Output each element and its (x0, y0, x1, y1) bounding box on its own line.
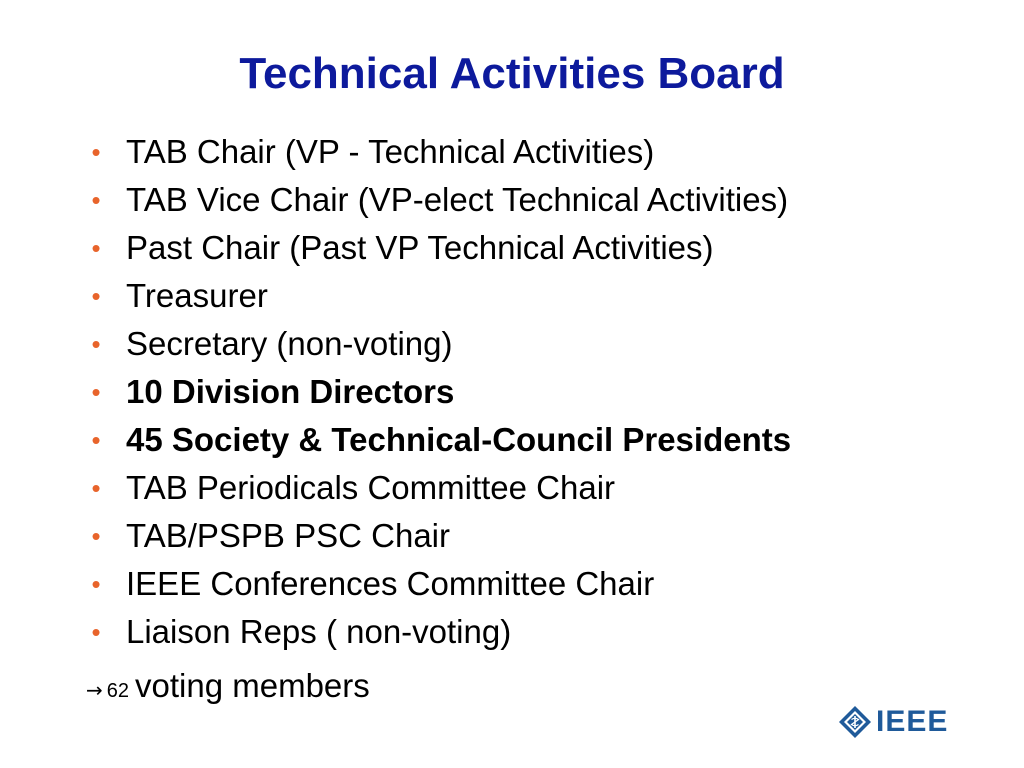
bullet-dot-icon: • (91, 281, 101, 311)
bullet-text: TAB Periodicals Committee Chair (126, 469, 616, 506)
bullet-item (86, 272, 791, 320)
bullet-dot-icon: • (91, 233, 101, 263)
bullet-item (86, 560, 791, 608)
bullet-item (86, 512, 791, 560)
ieee-diamond-icon (838, 705, 872, 739)
bullet-item (86, 416, 791, 464)
ieee-logo-text: IEEE (876, 705, 949, 738)
bullet-item (86, 608, 791, 656)
bullet-list (86, 128, 791, 656)
voting-members-summary (86, 666, 370, 713)
bullet-item (86, 128, 791, 176)
bullet-item (86, 464, 791, 512)
bullet-text: TAB Chair (VP - Technical Activities) (126, 133, 655, 170)
bullet-dot-icon: • (91, 185, 101, 215)
bullet-dot-icon: • (91, 617, 101, 647)
bullet-text: Secretary (non-voting) (126, 325, 453, 362)
ieee-logo (838, 702, 948, 742)
bullet-text: 45 Society & Technical-Council Presidents (126, 421, 792, 458)
voting-member-count: 62 (106, 680, 130, 702)
bullet-item (86, 224, 791, 272)
bullet-text: TAB Vice Chair (VP-elect Technical Activities) (126, 181, 789, 218)
bullet-text: Treasurer (126, 277, 268, 314)
bullet-item (86, 176, 791, 224)
bullet-dot-icon: • (91, 137, 101, 167)
bullet-dot-icon: • (91, 425, 101, 455)
bullet-text: TAB/PSPB PSC Chair (126, 517, 450, 554)
bullet-item (86, 320, 791, 368)
bullet-item (86, 368, 791, 416)
bullet-text: IEEE Conferences Committee Chair (126, 565, 655, 602)
bullet-dot-icon: • (91, 473, 101, 503)
arrow-right-icon: → (86, 678, 103, 702)
voting-members-label: voting members (135, 667, 370, 704)
bullet-text: Liaison Reps ( non-voting) (126, 613, 512, 650)
bullet-text: 10 Division Directors (126, 373, 455, 410)
bullet-dot-icon: • (91, 329, 101, 359)
bullet-dot-icon: • (91, 569, 101, 599)
bullet-dot-icon: • (91, 521, 101, 551)
bullet-dot-icon: • (91, 377, 101, 407)
slide-title: Technical Activities Board (239, 49, 785, 98)
bullet-text: Past Chair (Past VP Technical Activities) (126, 229, 714, 266)
